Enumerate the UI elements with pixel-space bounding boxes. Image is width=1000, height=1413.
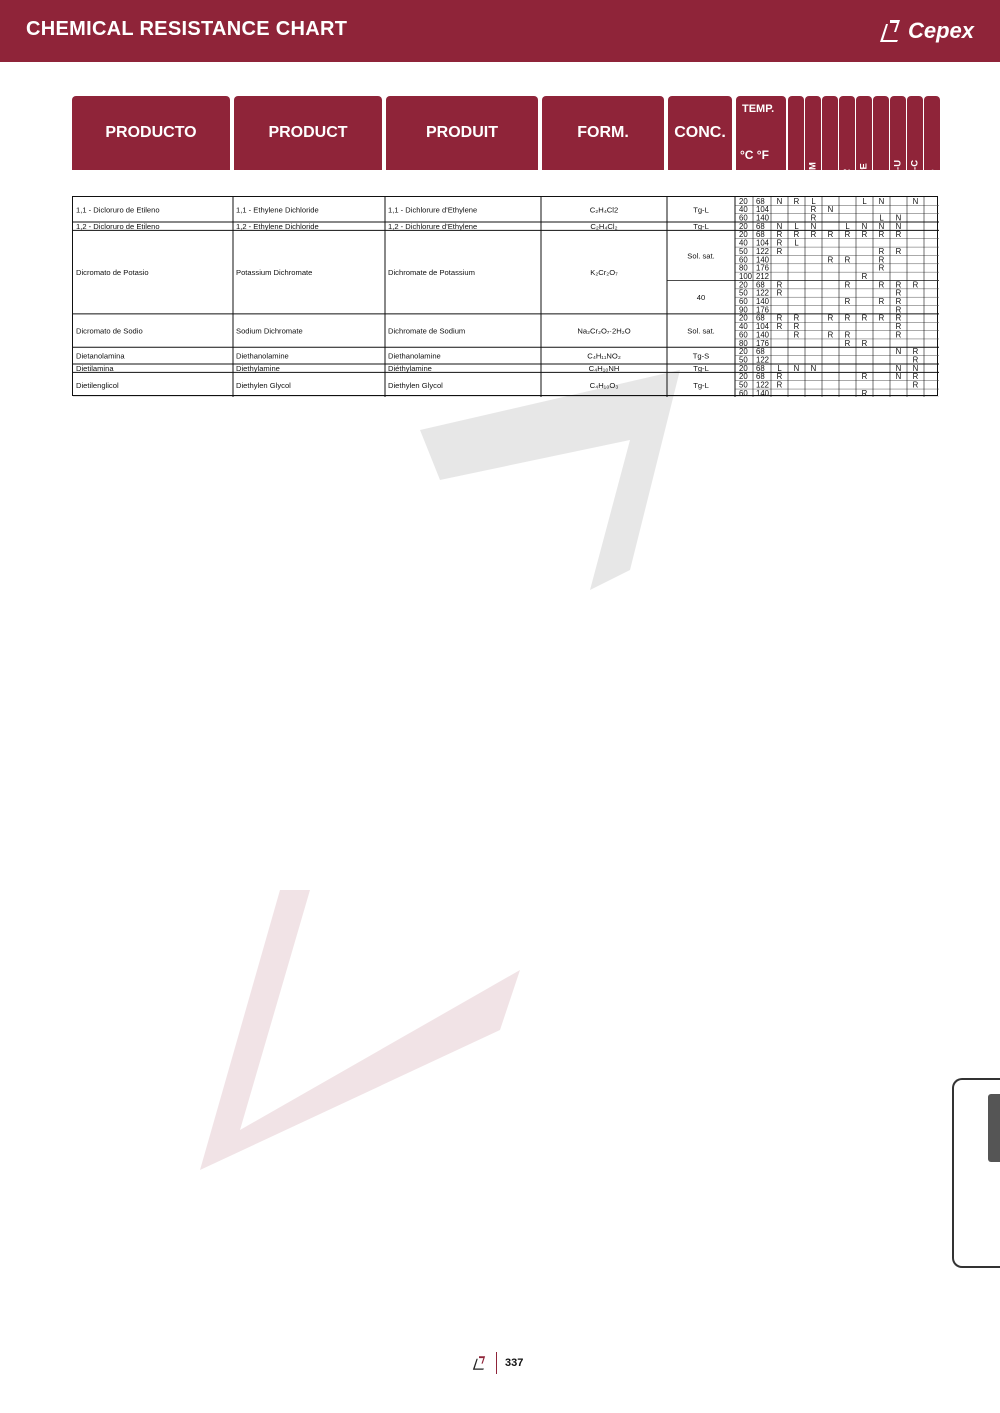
temp-c: 20	[739, 372, 748, 382]
temp-f: 176	[756, 305, 770, 315]
resistance-mark: R	[844, 338, 851, 348]
header-pvcc	[907, 96, 923, 190]
header-form: FORM.	[542, 96, 664, 170]
temp-f: 140	[756, 213, 770, 223]
temp-c: 100	[739, 271, 753, 281]
concentration: 40	[696, 293, 706, 303]
temp-f: 176	[756, 263, 770, 273]
material-label: NBR	[841, 168, 853, 190]
temp-c: 20	[739, 280, 748, 290]
resistance-mark: R	[895, 322, 902, 332]
resistance-mark: N	[895, 372, 902, 382]
resistance-mark: N	[810, 363, 817, 373]
material-label: HDPE	[858, 163, 870, 190]
resistance-mark: R	[776, 280, 783, 290]
product-en: Sodium Dichromate	[236, 326, 303, 336]
material-label: PVC-U	[892, 159, 904, 190]
page-footer	[470, 1352, 523, 1374]
resistance-mark: R	[827, 230, 834, 240]
resistance-mark: R	[895, 330, 902, 340]
temp-f: 140	[756, 255, 770, 265]
temp-c: 20	[739, 313, 748, 323]
brand-name: Cepex	[907, 18, 974, 43]
resistance-mark: R	[895, 305, 902, 315]
header-pvcu	[890, 96, 906, 190]
concentration: Sol. sat.	[687, 326, 715, 336]
formula: C₄H₁₀NH	[588, 364, 620, 374]
temp-c: 50	[739, 380, 748, 390]
temp-label: TEMP.	[742, 103, 775, 115]
resistance-mark: R	[878, 297, 885, 306]
temp-c: 60	[739, 297, 748, 306]
formula: Na₂Cr₂O₇·2H₂O	[577, 326, 631, 336]
table-grid	[73, 197, 939, 397]
cepex-watermark-icon	[160, 330, 720, 1210]
temp-f: 176	[756, 338, 770, 348]
resistance-mark: R	[878, 280, 885, 290]
resistance-mark: R	[861, 372, 868, 382]
resistance-mark: L	[794, 238, 799, 248]
resistance-mark: R	[810, 213, 817, 223]
concentration: Tg-L	[693, 380, 709, 390]
resistance-mark: R	[776, 238, 783, 248]
temp-f: 68	[756, 280, 765, 290]
resistance-mark: R	[844, 255, 851, 265]
product-es: Dicromato de Potasio	[76, 268, 149, 278]
resistance-mark: R	[844, 330, 851, 340]
resistance-mark: R	[895, 280, 902, 290]
resistance-mark: R	[861, 338, 868, 348]
resistance-mark: N	[895, 347, 902, 357]
temp-f: 122	[756, 355, 770, 365]
resistance-mark: R	[793, 322, 800, 332]
resistance-mark: N	[878, 221, 885, 231]
temp-c: 80	[739, 263, 748, 273]
resistance-mark: R	[776, 380, 783, 390]
resistance-mark: R	[895, 246, 902, 256]
temp-f: 140	[756, 297, 770, 306]
temp-c: 20	[739, 363, 748, 373]
chemical-table	[72, 196, 938, 396]
product-es: Dicromato de Sodio	[76, 326, 143, 336]
resistance-mark: N	[861, 221, 868, 231]
concentration: Tg-L	[693, 205, 709, 215]
resistance-mark: R	[912, 380, 919, 390]
header-product: PRODUCT	[234, 96, 382, 170]
resistance-mark: R	[895, 230, 902, 240]
resistance-mark: N	[895, 363, 902, 373]
formula: K₂Cr₂O₇	[590, 268, 618, 278]
formula: C₄H₁₁NO₂	[587, 351, 621, 361]
header-producto: PRODUCTO	[72, 96, 230, 170]
formula: C₂H₄Cl₂	[590, 222, 618, 232]
resistance-mark: N	[895, 213, 902, 223]
temp-f: 104	[756, 322, 770, 332]
temp-c: 20	[739, 347, 748, 357]
resistance-mark: R	[793, 197, 800, 206]
resistance-mark: R	[912, 372, 919, 382]
resistance-mark: R	[861, 271, 868, 281]
product-fr: Dichromate de Potassium	[388, 268, 475, 278]
product-fr: 1,2 - Dichlorure d'Ethylene	[388, 222, 478, 232]
header-temp	[736, 96, 786, 170]
resistance-mark: R	[895, 313, 902, 323]
resistance-mark: L	[845, 221, 850, 231]
header-pp	[873, 96, 889, 190]
formula: C₄H₁₀O₃	[589, 380, 619, 390]
temp-c: 60	[739, 213, 748, 223]
temp-f: 104	[756, 238, 770, 248]
resistance-mark: R	[844, 280, 851, 290]
resistance-mark: R	[810, 205, 817, 215]
resistance-mark: R	[844, 297, 851, 306]
material-label: EVA	[790, 170, 802, 190]
header-nbr	[839, 96, 855, 190]
resistance-mark: L	[879, 213, 884, 223]
resistance-mark: R	[776, 372, 783, 382]
temp-c: 40	[739, 322, 748, 332]
resistance-mark: R	[861, 230, 868, 240]
header-fpm	[822, 96, 838, 190]
resistance-mark: R	[878, 263, 885, 273]
resistance-mark: R	[827, 330, 834, 340]
header-conc: CONC.	[668, 96, 732, 170]
resistance-mark: R	[793, 330, 800, 340]
product-fr: Diéthylamine	[388, 364, 432, 374]
temp-c: 50	[739, 288, 748, 298]
resistance-mark: N	[776, 197, 783, 206]
header-abs	[924, 96, 940, 190]
temp-c: 20	[739, 197, 748, 206]
resistance-mark: R	[776, 288, 783, 298]
resistance-mark: R	[895, 297, 902, 306]
resistance-mark: R	[793, 313, 800, 323]
temp-f: 122	[756, 288, 770, 298]
resistance-mark: N	[793, 363, 800, 373]
resistance-mark: R	[878, 313, 885, 323]
temp-c: 20	[739, 221, 748, 231]
resistance-mark: R	[776, 246, 783, 256]
temp-f: 68	[756, 372, 765, 382]
footer-logo-icon	[470, 1355, 488, 1371]
resistance-mark: R	[912, 355, 919, 365]
header-epdm	[805, 96, 821, 190]
temp-f: 122	[756, 380, 770, 390]
temp-f: 68	[756, 221, 765, 231]
temp-c: 80	[739, 338, 748, 348]
resistance-mark: L	[811, 197, 816, 206]
resistance-mark: N	[878, 197, 885, 206]
resistance-mark: N	[895, 221, 902, 231]
material-label: FPM	[824, 169, 836, 190]
resistance-mark: L	[862, 197, 867, 206]
temp-c: 90	[739, 305, 748, 315]
resistance-mark: R	[878, 255, 885, 265]
product-fr: Dichromate de Sodium	[388, 326, 466, 336]
temp-c: 60	[739, 255, 748, 265]
side-tab-marker	[988, 1094, 1000, 1162]
concentration: Tg-L	[693, 364, 709, 374]
cepex-logo-icon	[878, 18, 902, 44]
resistance-mark: R	[895, 288, 902, 298]
header-hdpe	[856, 96, 872, 190]
resistance-mark: R	[827, 255, 834, 265]
temp-f: 140	[756, 388, 770, 398]
temp-c: 40	[739, 205, 748, 215]
product-fr: 1,1 - Dichlorure d'Ethylene	[388, 205, 478, 215]
resistance-mark: R	[878, 230, 885, 240]
product-en: Diethanolamine	[236, 351, 289, 361]
brand-logo	[878, 18, 974, 44]
resistance-mark: N	[776, 221, 783, 231]
temp-f: 68	[756, 230, 765, 240]
temp-f: 68	[756, 363, 765, 373]
footer-separator	[496, 1352, 497, 1374]
temp-f: 212	[756, 271, 770, 281]
temp-c: 50	[739, 355, 748, 365]
temp-f: 122	[756, 246, 770, 256]
top-banner	[0, 0, 1000, 62]
product-es: Dietanolamina	[76, 351, 125, 361]
resistance-mark: R	[793, 230, 800, 240]
temp-f: 68	[756, 313, 765, 323]
temp-c: 20	[739, 230, 748, 240]
page-title: CHEMICAL RESISTANCE CHART	[26, 18, 348, 40]
product-en: 1,1 - Ethylene Dichloride	[236, 205, 319, 215]
temp-units: °C °F	[740, 148, 769, 162]
resistance-mark: R	[776, 313, 783, 323]
temp-c: 50	[739, 246, 748, 256]
product-es: 1,1 - Dicloruro de Etileno	[76, 205, 160, 215]
product-fr: Diethanolamine	[388, 351, 441, 361]
temp-f: 68	[756, 347, 765, 357]
resistance-mark: L	[777, 363, 782, 373]
product-en: Potassium Dichromate	[236, 268, 313, 278]
resistance-mark: R	[810, 230, 817, 240]
resistance-mark: R	[776, 322, 783, 332]
material-label: PVC-C	[909, 159, 921, 190]
product-es: 1,2 - Dicloruro de Etileno	[76, 222, 160, 232]
resistance-mark: R	[861, 313, 868, 323]
resistance-mark: N	[912, 363, 919, 373]
temp-f: 140	[756, 330, 770, 340]
material-label: PP	[875, 176, 887, 190]
resistance-mark: N	[827, 205, 834, 215]
product-es: Dietilenglicol	[76, 380, 119, 390]
resistance-mark: R	[861, 388, 868, 398]
temp-f: 68	[756, 197, 765, 206]
header-eva	[788, 96, 804, 190]
temp-c: 60	[739, 388, 748, 398]
resistance-mark: R	[912, 280, 919, 290]
product-fr: Diethylen Glycol	[388, 380, 443, 390]
resistance-mark: R	[878, 246, 885, 256]
concentration: Tg-L	[693, 222, 709, 232]
product-es: Dietilamina	[76, 364, 114, 374]
product-en: 1,2 - Ethylene Dichloride	[236, 222, 319, 232]
resistance-mark: N	[912, 197, 919, 206]
temp-c: 60	[739, 330, 748, 340]
resistance-mark: R	[912, 347, 919, 357]
concentration: Tg-S	[692, 351, 710, 361]
page-number: 337	[505, 1357, 524, 1369]
resistance-mark: L	[794, 221, 799, 231]
material-label: EPDM	[807, 162, 819, 190]
resistance-mark: R	[776, 230, 783, 240]
header-produit: PRODUIT	[386, 96, 538, 170]
resistance-mark: R	[827, 313, 834, 323]
resistance-mark: R	[844, 230, 851, 240]
temp-c: 40	[739, 238, 748, 248]
formula: C₂H₄Cl2	[589, 205, 619, 215]
product-en: Diethylamine	[236, 364, 280, 374]
temp-f: 104	[756, 205, 770, 215]
material-label: ABS	[926, 169, 938, 190]
resistance-mark: N	[810, 221, 817, 231]
resistance-mark: R	[844, 313, 851, 323]
product-en: Diethylen Glycol	[236, 380, 291, 390]
concentration: Sol. sat.	[687, 251, 715, 261]
